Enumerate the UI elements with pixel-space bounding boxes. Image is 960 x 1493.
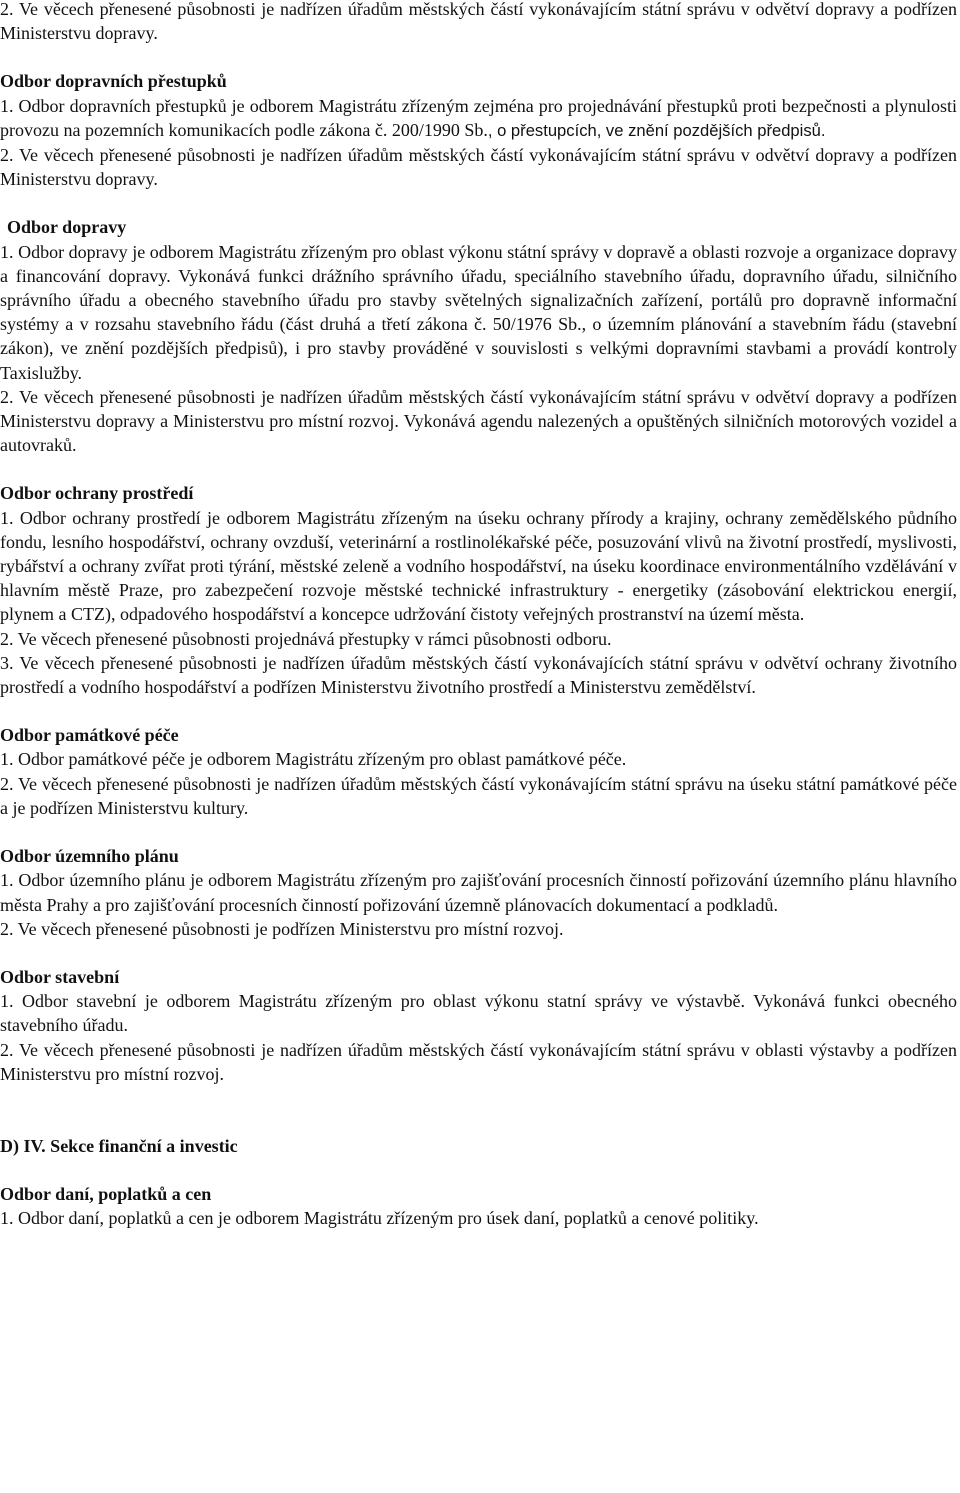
spacer xyxy=(0,820,957,844)
paragraph: 1. Odbor územního plánu je odborem Magistrátu zřízeným pro zajišťování procesních činností pořizování územního plánu hlavního města Prahy a pro zajišťování procesních činností pořizování územně plánovacích dokumentací a podkladů. xyxy=(0,870,957,915)
sekce-title: D) IV. Sekce finanční a investic xyxy=(0,1135,238,1156)
paragraph: 1. Odbor daní, poplatků a cen je odborem Magistrátu zřízeným pro úsek daní, poplatků a cenové politiky. xyxy=(0,1208,759,1229)
section-heading: Odbor daní, poplatků a cen xyxy=(0,1184,212,1205)
paragraph: 1. Odbor stavební je odborem Magistrátu zřízeným pro oblast výkonu statní správy ve výstavbě. Vykonává funkci obecného stavebního úřadu. xyxy=(0,991,957,1036)
paragraph: 1. Odbor památkové péče je odborem Magistrátu zřízeným pro oblast památkové péče. xyxy=(0,749,627,770)
paragraph: 2. Ve věcech přenesené působnosti je nadřízen úřadům městských částí vykonávajícím státní správu na úseku státní památkové péče a je podřízen Ministerstvu kultury. xyxy=(0,773,957,818)
paragraph xyxy=(0,94,957,143)
section-heading: Odbor dopravních přestupků xyxy=(0,71,227,92)
paragraph: 2. Ve věcech přenesené působnosti je nadřízen úřadům městských částí vykonávajícím státní správu v odvětví dopravy a podřízen Ministerstvu dopravy a Ministerstvu pro místní rozvoj. Vykonává agendu nalezených a opuštěných silničních motorových vozidel a autovraků. xyxy=(0,386,957,456)
spacer xyxy=(0,45,957,69)
section-heading: Odbor ochrany prostředí xyxy=(0,483,194,504)
section-heading: Odbor dopravy xyxy=(7,217,127,238)
paragraph: 3. Ve věcech přenesené působnosti je nadřízen úřadům městských částí vykonávajících státní správu v odvětví ochrany životního prostředí a vodního hospodářství a podřízen Ministerstvu životního prostředí a Ministerstvu zemědělství. xyxy=(0,652,957,698)
paragraph: 2. Ve věcech přenesené působnosti je nadřízen úřadům městských částí vykonávajícím státní správu v odvětví dopravy a podřízen Ministerstvu dopravy. xyxy=(0,0,957,44)
section-heading: Odbor stavební xyxy=(0,966,120,987)
paragraph: 1. Odbor ochrany prostředí je odborem Magistrátu zřízeným na úseku ochrany přírody a krajiny, ochrany zemědělského půdního fondu, lesního hospodářství, ochrany ovzduší, veterinární a rostlinolékařské péče, posuzování vlivů na životní prostředí, myslivosti, rybářství a ochrany zvířat proti týrání, městské zeleně a vodního hospodářství, na úseku koordinace environmentálního vzdělávání v hlavním městě Praze, pro zabezpečení rozvoje městské technické infrastruktury - energetiky (zásobování elektrickou energií, plynem a CTZ), odpadového hospodářství a koncepce udržování čistoty veřejných prostranství na území města. xyxy=(0,507,957,625)
paragraph: 2. Ve věcech přenesené působnosti projednává přestupky v rámci působnosti odboru. xyxy=(0,628,612,649)
spacer xyxy=(0,191,957,215)
paragraph-text-sans: , o přestupcích, ve znění pozdějších předpisů. xyxy=(487,120,826,140)
spacer xyxy=(0,699,957,723)
spacer xyxy=(0,1086,957,1134)
paragraph: 2. Ve věcech přenesené působnosti je nadřízen úřadům městských částí vykonávajícím státní správu v oblasti výstavby a podřízen Ministerstvu pro místní rozvoj. xyxy=(0,1039,957,1084)
paragraph: 1. Odbor dopravy je odborem Magistrátu zřízeným pro oblast výkonu státní správy v dopravě a oblasti rozvoje a organizace dopravy a financování dopravy. Vykonává funkci drážního správního úřadu, speciálního stavebního úřadu, dopravního úřadu, silničního správního úřadu a obecného stavebního úřadu pro stavby světelných signalizačních zařízení, portálů pro dopravně informační systémy a v rozsahu stavebního řádu (část druhá a třetí zákona č. 50/1976 Sb., o územním plánování a stavebním řádu (stavební zákon), ve znění pozdějších předpisů), i pro stavby prováděné v souvislosti s velkými dopravními stavbami a provádí kontroly Taxislužby. xyxy=(0,241,957,383)
section-heading: Odbor památkové péče xyxy=(0,725,179,746)
spacer xyxy=(0,941,957,965)
section-heading: Odbor územního plánu xyxy=(0,846,179,867)
spacer xyxy=(0,457,957,481)
spacer xyxy=(0,1158,957,1182)
paragraph-text: 1. Odbor dopravních přestupků je odborem Magistrátu zřízeným zejména pro projednávání přestupků proti bezpečnosti a plynulosti provozu na pozemních komunikacích podle zákona č. 200/1990 Sb. xyxy=(0,95,957,140)
paragraph: 2. Ve věcech přenesené působnosti je podřízen Ministerstvu pro místní rozvoj. xyxy=(0,918,564,939)
paragraph: 2. Ve věcech přenesené působnosti je nadřízen úřadům městských částí vykonávajícím státní správu v odvětví dopravy a podřízen Ministerstvu dopravy. xyxy=(0,145,957,190)
